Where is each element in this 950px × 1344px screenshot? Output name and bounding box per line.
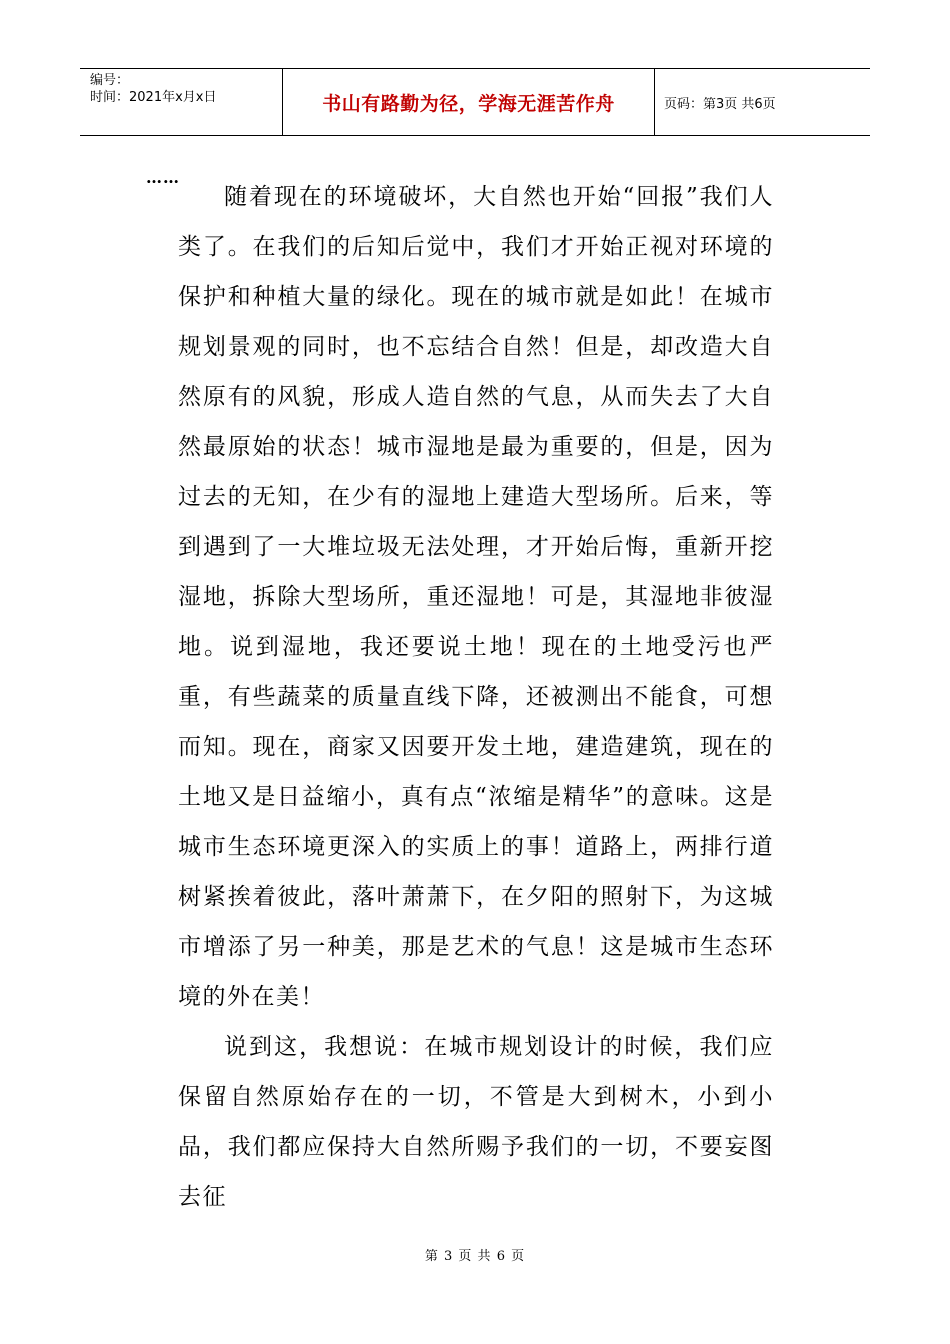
- continuation-ellipsis: ……: [146, 168, 180, 187]
- body-paragraph-2: 说到这，我想说：在城市规划设计的时候，我们应保留自然原始存在的一切，不管是大到树木，小到小品，我们都应保持大自然所赐予我们的一切，不要妄图去征: [178, 1034, 774, 1210]
- body-paragraph-1: 随着现在的环境破坏，大自然也开始“回报”我们人类了。在我们的后知后觉中，我们才开始正视对环境的保护和种植大量的绿化。现在的城市就是如此！在城市规划景观的同时，也不忘结合自然！但是，却改造大自然原有的风貌，形成人造自然的气息，从而失去了大自然最原始的状态！城市湿地是最为重要的，但是，因为过去的无知，在少有的湿地上建造大型场所。后来，等到遇到了一大堆垃圾无法处理，才开始后悔，重新开挖湿地，拆除大型场所，重还湿地！可是，其湿地非彼湿地。说到湿地，我还要说土地！现在的土地受污也严重，有些蔬菜的质量直线下降，还被测出不能食，可想而知。现在，商家又因要开发土地，建造建筑，现在的土地又是日益缩小，真有点“浓缩是精华”的意味。这是城市生态环境更深入的实质上的事！道路上，两排行道树紧挨着彼此，落叶萧萧下，在夕阳的照射下，为这城市增添了另一种美，那是艺术的气息！这是城市生态环境的外在美！: [178, 184, 774, 1010]
- header-page-info: 页码：第3页 共6页: [664, 96, 776, 112]
- document-time-label: 时间：2021年x月x日: [90, 90, 217, 105]
- page-footer: 第 3 页 共 6 页: [424, 1249, 526, 1264]
- page-header: [80, 68, 870, 136]
- document-body: [178, 172, 774, 1222]
- header-meta: [80, 69, 282, 135]
- header-motto: 书山有路勤为径，学海无涯苦作舟: [282, 69, 655, 135]
- document-number-label: 编号：: [90, 73, 130, 88]
